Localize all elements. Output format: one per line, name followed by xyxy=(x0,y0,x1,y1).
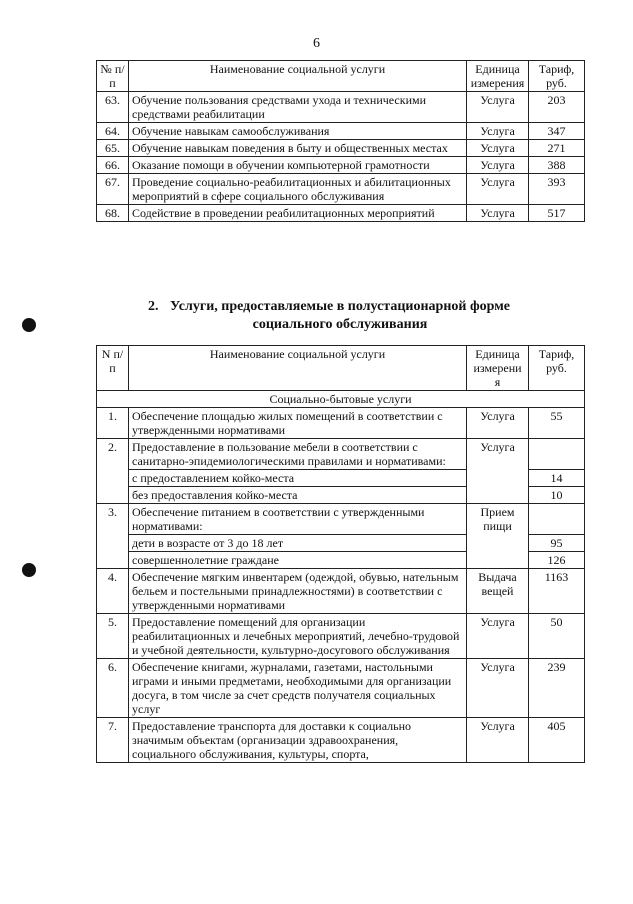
row-tariff-empty xyxy=(529,439,585,470)
row-service-name: Обучение навыкам самообслуживания xyxy=(129,123,467,140)
table-row xyxy=(97,504,585,535)
row-number: 5. xyxy=(97,614,129,659)
row-unit: Услуга xyxy=(467,123,529,140)
row-tariff: 388 xyxy=(529,157,585,174)
row-service-name: Предоставление в пользование мебели в соответствии с санитарно-эпидемиологическими правилами и нормативами: xyxy=(129,439,467,470)
row-unit: Услуга xyxy=(467,174,529,205)
table-row xyxy=(97,92,585,123)
table-row xyxy=(97,614,585,659)
row-unit: Услуга xyxy=(467,157,529,174)
row-tariff: 347 xyxy=(529,123,585,140)
row-unit: Услуга xyxy=(467,92,529,123)
row-number: 63. xyxy=(97,92,129,123)
table-row xyxy=(97,408,585,439)
row-service-name: Обеспечение книгами, журналами, газетами, настольными играми и иными предметами, необходимыми для организации досуга, в том числе за счет средств получателя социальных услуг xyxy=(129,659,467,718)
row-service-name: Обеспечение мягким инвентарем (одеждой, обувью, нательным бельем и постельными принадлежностями) в соответствии с утвержденными нормативами xyxy=(129,569,467,614)
row-service-name: Предоставление транспорта для доставки к социально значимым объектам (организации здравоохранения, социального обслуживания, культуры, спорта, xyxy=(129,718,467,763)
subrow-tariff: 95 xyxy=(529,535,585,552)
row-tariff: 271 xyxy=(529,140,585,157)
subrow-tariff: 10 xyxy=(529,487,585,504)
table-row xyxy=(97,174,585,205)
subrow-tariff: 14 xyxy=(529,470,585,487)
row-unit: Выдача вещей xyxy=(467,569,529,614)
header-tariff: Тариф, руб. xyxy=(529,61,585,92)
row-tariff: 239 xyxy=(529,659,585,718)
row-tariff: 405 xyxy=(529,718,585,763)
row-tariff: 50 xyxy=(529,614,585,659)
subrow-name: дети в возрасте от 3 до 18 лет xyxy=(129,535,467,552)
table-row xyxy=(97,439,585,470)
section-title-line2: социального обслуживания xyxy=(252,317,428,332)
semi-stationary-services-table xyxy=(96,345,585,763)
group-title: Социально-бытовые услуги xyxy=(97,391,585,408)
header-number: N п/п xyxy=(97,346,129,391)
section-heading xyxy=(96,298,584,334)
table-row xyxy=(97,718,585,763)
group-row xyxy=(97,391,585,408)
table-row xyxy=(97,140,585,157)
row-number: 1. xyxy=(97,408,129,439)
table-row xyxy=(97,205,585,222)
table-header-row xyxy=(97,346,585,391)
header-service-name: Наименование социальной услуги xyxy=(129,61,467,92)
row-service-name: Проведение социально-реабилитационных и абилитационных мероприятий в сфере социального обслуживания xyxy=(129,174,467,205)
row-number: 65. xyxy=(97,140,129,157)
row-number: 64. xyxy=(97,123,129,140)
row-tariff: 517 xyxy=(529,205,585,222)
row-number: 6. xyxy=(97,659,129,718)
row-service-name: Обеспечение площадью жилых помещений в соответствии с утвержденными нормативами xyxy=(129,408,467,439)
row-service-name: Обучение навыкам поведения в быту и общественных местах xyxy=(129,140,467,157)
row-unit: Услуга xyxy=(467,718,529,763)
header-unit: Единица измерения xyxy=(467,61,529,92)
row-number: 2. xyxy=(97,439,129,504)
row-unit: Услуга xyxy=(467,614,529,659)
row-tariff: 203 xyxy=(529,92,585,123)
row-number: 4. xyxy=(97,569,129,614)
row-tariff: 1163 xyxy=(529,569,585,614)
row-tariff-empty xyxy=(529,504,585,535)
row-unit: Услуга xyxy=(467,659,529,718)
row-unit: Услуга xyxy=(467,140,529,157)
section-title-line1: Услуги, предоставляемые в полустационарной форме xyxy=(170,299,510,314)
row-tariff: 393 xyxy=(529,174,585,205)
header-unit: Единица измерени я xyxy=(467,346,529,391)
row-number: 66. xyxy=(97,157,129,174)
row-number: 7. xyxy=(97,718,129,763)
row-service-name: Обеспечение питанием в соответствии с утвержденными нормативами: xyxy=(129,504,467,535)
subrow-name: с предоставлением койко-места xyxy=(129,470,467,487)
row-number: 68. xyxy=(97,205,129,222)
services-table-continued xyxy=(96,60,585,222)
row-number: 3. xyxy=(97,504,129,569)
section-number: 2. xyxy=(148,299,159,314)
row-unit: Услуга xyxy=(467,408,529,439)
header-service-name: Наименование социальной услуги xyxy=(129,346,467,391)
row-unit: Услуга xyxy=(467,205,529,222)
subrow-name: без предоставления койко-места xyxy=(129,487,467,504)
row-service-name: Содействие в проведении реабилитационных мероприятий xyxy=(129,205,467,222)
row-unit: Услуга xyxy=(467,439,529,504)
row-unit: Прием пищи xyxy=(467,504,529,569)
punch-hole-bottom xyxy=(22,563,36,577)
row-number: 67. xyxy=(97,174,129,205)
row-service-name: Оказание помощи в обучении компьютерной грамотности xyxy=(129,157,467,174)
row-tariff: 55 xyxy=(529,408,585,439)
table-header-row xyxy=(97,61,585,92)
table-row xyxy=(97,569,585,614)
subrow-name: совершеннолетние граждане xyxy=(129,552,467,569)
header-number: № п/п xyxy=(97,61,129,92)
header-tariff: Тариф, руб. xyxy=(529,346,585,391)
table-row xyxy=(97,157,585,174)
table-row xyxy=(97,659,585,718)
page-number: 6 xyxy=(313,36,320,51)
row-service-name: Предоставление помещений для организации реабилитационных и лечебных мероприятий, лечебно-трудовой и учебной деятельности, культурно-досугового обслуживания xyxy=(129,614,467,659)
table-row xyxy=(97,123,585,140)
row-service-name: Обучение пользования средствами ухода и техническими средствами реабилитации xyxy=(129,92,467,123)
subrow-tariff: 126 xyxy=(529,552,585,569)
punch-hole-top xyxy=(22,318,36,332)
